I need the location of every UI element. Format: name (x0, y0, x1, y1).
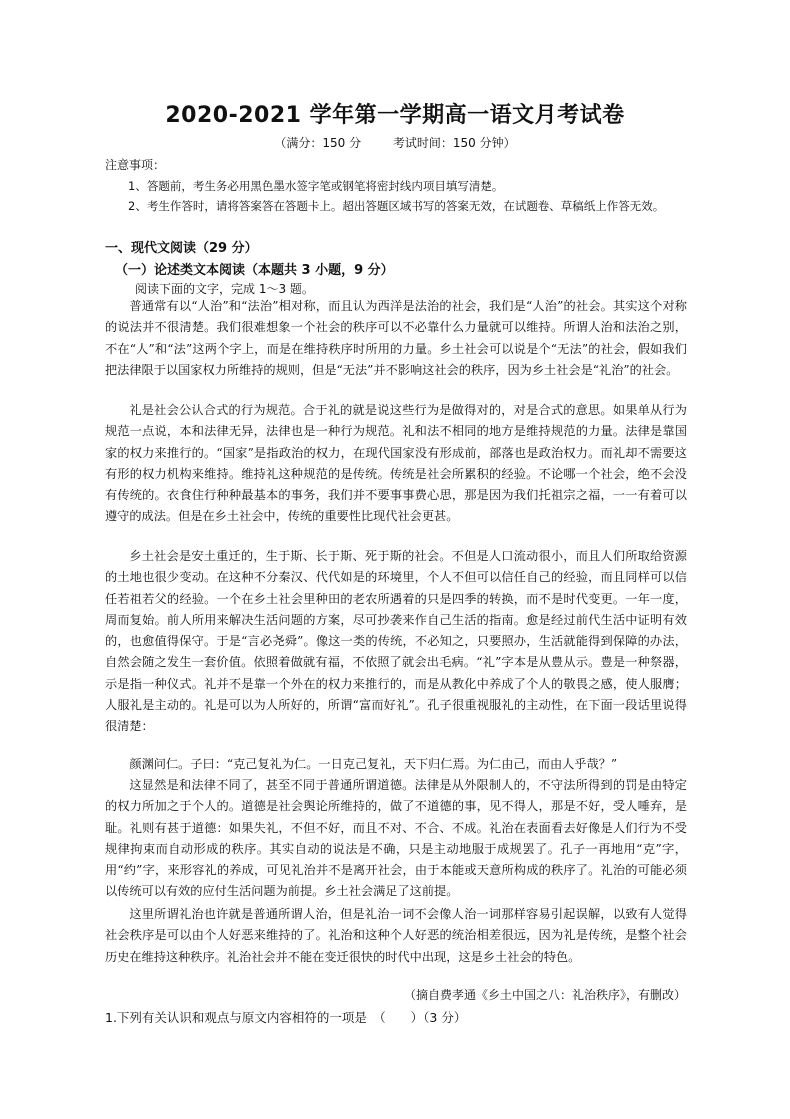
notice-item: 1、答题前，考生务必用黑色墨水签字笔或钢笔将密封线内项目填写清楚。 (128, 179, 504, 193)
question-1: 1.下列有关认识和观点与原文内容相符的一项是 （ ）（3 分） (105, 1010, 467, 1025)
passage-paragraph: 这显然是和法律不同了，甚至不同于普通所谓道德。法律是从外限制人的，不守法所得到的罚是由特定的权力所加之于个人的。道德是社会舆论所维持的，做了不道德的事，见不得人，那是不好，受人唾弃，是耻。礼则有甚于道德：如果失礼，不但不好，而且不对、不合、不成。礼治在表面看去好像是人们行为不受规律拘束而自动形成的秩序。其实自动的说法是不确，只是主动地服于成规罢了。孔子一再地用“克”字，用“约”字，来形容礼的养成，可见礼治并不是离开社会，由于本能或天意所构成的秩序了。礼治的可能必须以传统可以有效的应付生活问题为前提。乡土社会满足了这前提。 (105, 778, 687, 899)
full-score: （满分：150 分 (274, 136, 362, 150)
section-heading: 一、现代文阅读（29 分） (105, 241, 258, 256)
subsection-heading: （一）论述类文本阅读（本题共 3 小题，9 分） (115, 263, 394, 278)
passage-paragraph: 乡土社会是安土重迁的，生于斯、长于斯、死于斯的社会。不但是人口流动很小，而且人们所取给资源的土地也很少变动。在这种不分秦汉、代代如是的环境里，个人不但可以信任自己的经验，而且同样可以信任若祖若父的经验。一个在乡土社会里种田的老农所遇着的只是四季的转换，而不是时代变更。一年一度，周而复始。前人所用来解决生活问题的方案，尽可抄袭来作自己生活的指南。愈是经过前代生活中证明有效的，也愈值得保守。于是“言必尧舜”。像这一类的传统，不必知之，只要照办，生活就能得到保障的办法，自然会随之发生一套价值。依照着做就有福，不依照了就会出毛病。“礼”字本是从豊从示。豊是一种祭器，示是指一种仪式。礼并不是靠一个外在的权力来推行的，而是从教化中养成了个人的敬畏之感，使人服膺；人服礼是主动的。礼是可以为人所好的，所谓“富而好礼”。孔子很重视服礼的主动性，在下面一段话里说得很清楚： (105, 549, 687, 734)
passage-source: （摘自费孝通《乡土中国之八：礼治秩序》，有删改） (403, 988, 686, 1002)
notice-item: 2、考生作答时，请将答案答在答题卡上。超出答题区域书写的答案无效，在试题卷、草稿纸上作答无效。 (128, 199, 665, 213)
passage-paragraph: 这里所谓礼治也许就是普通所谓人治，但是礼治一词不会像人治一词那样容易引起误解，以致有人觉得社会秩序是可以由个人好恶来维持的了。礼治和这种个人好恶的统治相差很远，因为礼是传统，是整个社会历史在维持这种秩序。礼治社会并不能在变迁很快的时代中出现，这是乡土社会的特色。 (105, 907, 687, 964)
passage-quote: 颜渊问仁。子曰：“克己复礼为仁。一日克己复礼，天下归仁焉。为仁由己，而由人乎哉？” (129, 757, 618, 771)
passage-paragraph: 普通常有以“人治”和“法治”相对称，而且认为西洋是法治的社会，我们是“人治”的社会。其实这个对称的说法并不很清楚。我们很难想象一个社会的秩序可以不必靠什么力量就可以维持。所谓人治和法治之别，不在“人”和“法”这两个字上，而是在维持秩序时所用的力量。乡土社会可以说是个“无法”的社会，假如我们把法律限于以国家权力所维持的规则，但是“无法”并不影响这社会的秩序，因为乡土社会是“礼治”的社会。 (105, 299, 687, 377)
passage-paragraph: 礼是社会公认合式的行为规范。合于礼的就是说这些行为是做得对的，对是合式的意思。如果单从行为规范一点说，本和法律无异，法律也是一种行为规范。礼和法不相同的地方是维持规范的力量。法律是靠国家的权力来推行的。“国家”是指政治的权力，在现代国家没有形成前，部落也是政治权力。而礼却不需要这有形的权力机构来维持。维持礼这种规范的是传统。传统是社会所累积的经验。不论哪一个社会，绝不会没有传统的。衣食住行种种最基本的事务，我们并不要事事费心思，那是因为我们托祖宗之福，一一有着可以遵守的成法。但是在乡土社会中，传统的重要性比现代社会更甚。 (105, 403, 687, 524)
page-title: 2020-2021 学年第一学期高一语文月考试卷 (165, 103, 625, 128)
exam-info (0, 134, 790, 151)
notice-label: 注意事项： (105, 158, 166, 172)
reading-instruction: 阅读下面的文字，完成 1～3 题。 (135, 282, 314, 296)
exam-time: 考试时间：150 分钟） (392, 136, 516, 150)
